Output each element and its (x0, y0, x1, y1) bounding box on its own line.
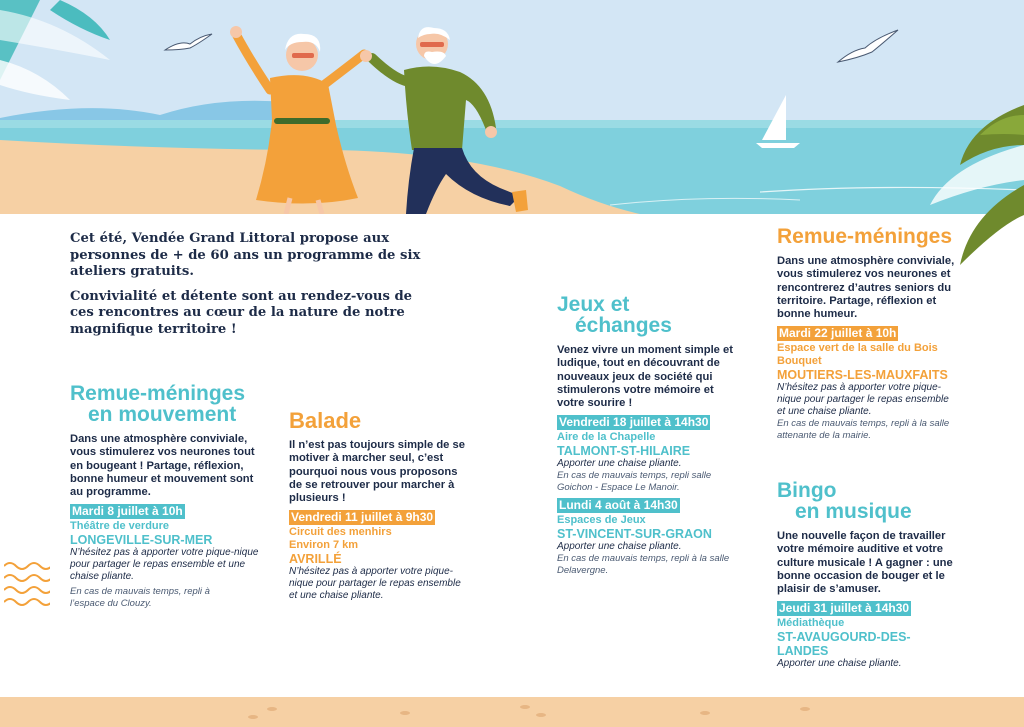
workshop-jeux (557, 294, 740, 576)
intro-paragraph-1: Cet été, Vendée Grand Littoral propose aux personnes de + de 60 ans un programme de six ateliers gratuits. (70, 231, 421, 279)
workshop-place: Circuit des menhirs (289, 526, 392, 539)
workshop-title (777, 480, 959, 522)
workshop-place: Théâtre de verdure (70, 520, 170, 533)
session-place: Aire de la Chapelle (557, 431, 656, 444)
workshop-weather-note: En cas de mauvais temps, repli à l’espace du Clouzy. (70, 586, 210, 609)
session-place: Espaces de Jeux (557, 514, 646, 527)
footer-sand-band (0, 697, 1024, 727)
workshop-distance: Environ 7 km (289, 539, 359, 552)
workshop-note: N’hésitez pas à apporter votre pique-nique pour partager le repas ensemble et une chaise pliante. (70, 547, 259, 583)
workshop-remue-mouvement (70, 383, 260, 609)
session-weather-note: En cas de mauvais temps, repli salle Goichon - Espace Le Manoir. (557, 470, 712, 493)
workshop-weather-note: En cas de mauvais temps, repli à la salle attenante de la mairie. (777, 418, 950, 441)
workshop-city: ST-AVAUGOURD-DES-LANDES (777, 630, 911, 659)
workshop-balade (289, 410, 471, 602)
workshop-place: Médiathèque (777, 617, 845, 630)
session-city: TALMONT-ST-HILAIRE (557, 444, 691, 459)
workshop-note: Apporter une chaise pliante. (777, 658, 902, 670)
sun-shape (0, 214, 42, 344)
workshop-remue (777, 226, 959, 441)
workshop-city: AVRILLÉ (289, 552, 342, 567)
session-date: Vendredi 18 juillet à 14h30 (559, 415, 709, 430)
title-line-2: en mouvement (88, 403, 237, 426)
workshop-description: Dans une atmosphère conviviale, vous stimulerez vos neurones tout en bougeant ! Partage, réflexion, bonne humeur et mouvement sont au programme. (70, 433, 255, 499)
workshop-date: Jeudi 31 juillet à 14h30 (779, 601, 910, 616)
session-date: Lundi 4 août à 14h30 (559, 498, 678, 513)
workshop-note: N’hésitez pas à apporter votre pique-nique pour partager le repas ensemble et une chaise pliante. (777, 382, 949, 418)
workshop-title (70, 383, 260, 425)
title-line-2: en musique (795, 500, 912, 523)
workshop-description: Venez vivre un moment simple et ludique, tout en découvrant de nouveaux jeux de société qui stimulerons votre mémoire et votre sourire ! (557, 344, 733, 410)
session-note: Apporter une chaise pliante. (557, 458, 682, 470)
workshop-date: Mardi 8 juillet à 10h (72, 504, 183, 519)
title-line-2: échanges (575, 314, 672, 337)
workshop-place: Espace vert de la salle du Bois Bouquet (777, 342, 938, 368)
workshop-title: Balade (289, 408, 362, 433)
title-line-1: Bingo (777, 479, 837, 502)
workshop-title (557, 294, 740, 336)
workshop-bingo (777, 480, 959, 670)
title-line-1: Jeux et (557, 293, 630, 316)
workshop-date: Vendredi 11 juillet à 9h30 (291, 510, 434, 525)
workshop-city: MOUTIERS-LES-MAUXFAITS (777, 368, 948, 383)
session-note: Apporter une chaise pliante. (557, 541, 682, 553)
workshop-date: Mardi 22 juillet à 10h (779, 326, 897, 341)
workshop-description: Une nouvelle façon de travailler votre mémoire auditive et votre culture musicale ! A gagner : une bonne occasion de bouger et le plaisir de s’amuser. (777, 530, 953, 596)
wave-decoration (4, 560, 50, 620)
title-line-1: Remue-méninges (70, 382, 246, 405)
session-weather-note: En cas de mauvais temps, repli à la salle Delavergne. (557, 553, 730, 576)
session-city: ST-VINCENT-SUR-GRAON (557, 527, 712, 542)
intro-paragraph-2: Convivialité et détente sont au rendez-vous de ces rencontres au cœur de la nature de notre magnifique territoire ! (70, 288, 413, 337)
workshop-title: Remue-méninges (777, 225, 953, 248)
workshop-city: LONGEVILLE-SUR-MER (70, 533, 213, 548)
workshop-description: Dans une atmosphère conviviale, vous stimulerez vos neurones et rencontrerez d’autres seniors du territoire. Partage, réflexion et bonne humeur. (777, 255, 955, 321)
intro-text (70, 231, 440, 346)
workshop-note: N’hésitez pas à apporter votre pique-nique pour partager le repas ensemble et une chaise pliante. (289, 566, 461, 602)
hero-illustration (0, 0, 1024, 214)
workshop-description: Il n’est pas toujours simple de se motiver à marcher seul, c’est pourquoi nous vous proposons de se retrouver pour marcher à plusieurs ! (289, 439, 465, 505)
